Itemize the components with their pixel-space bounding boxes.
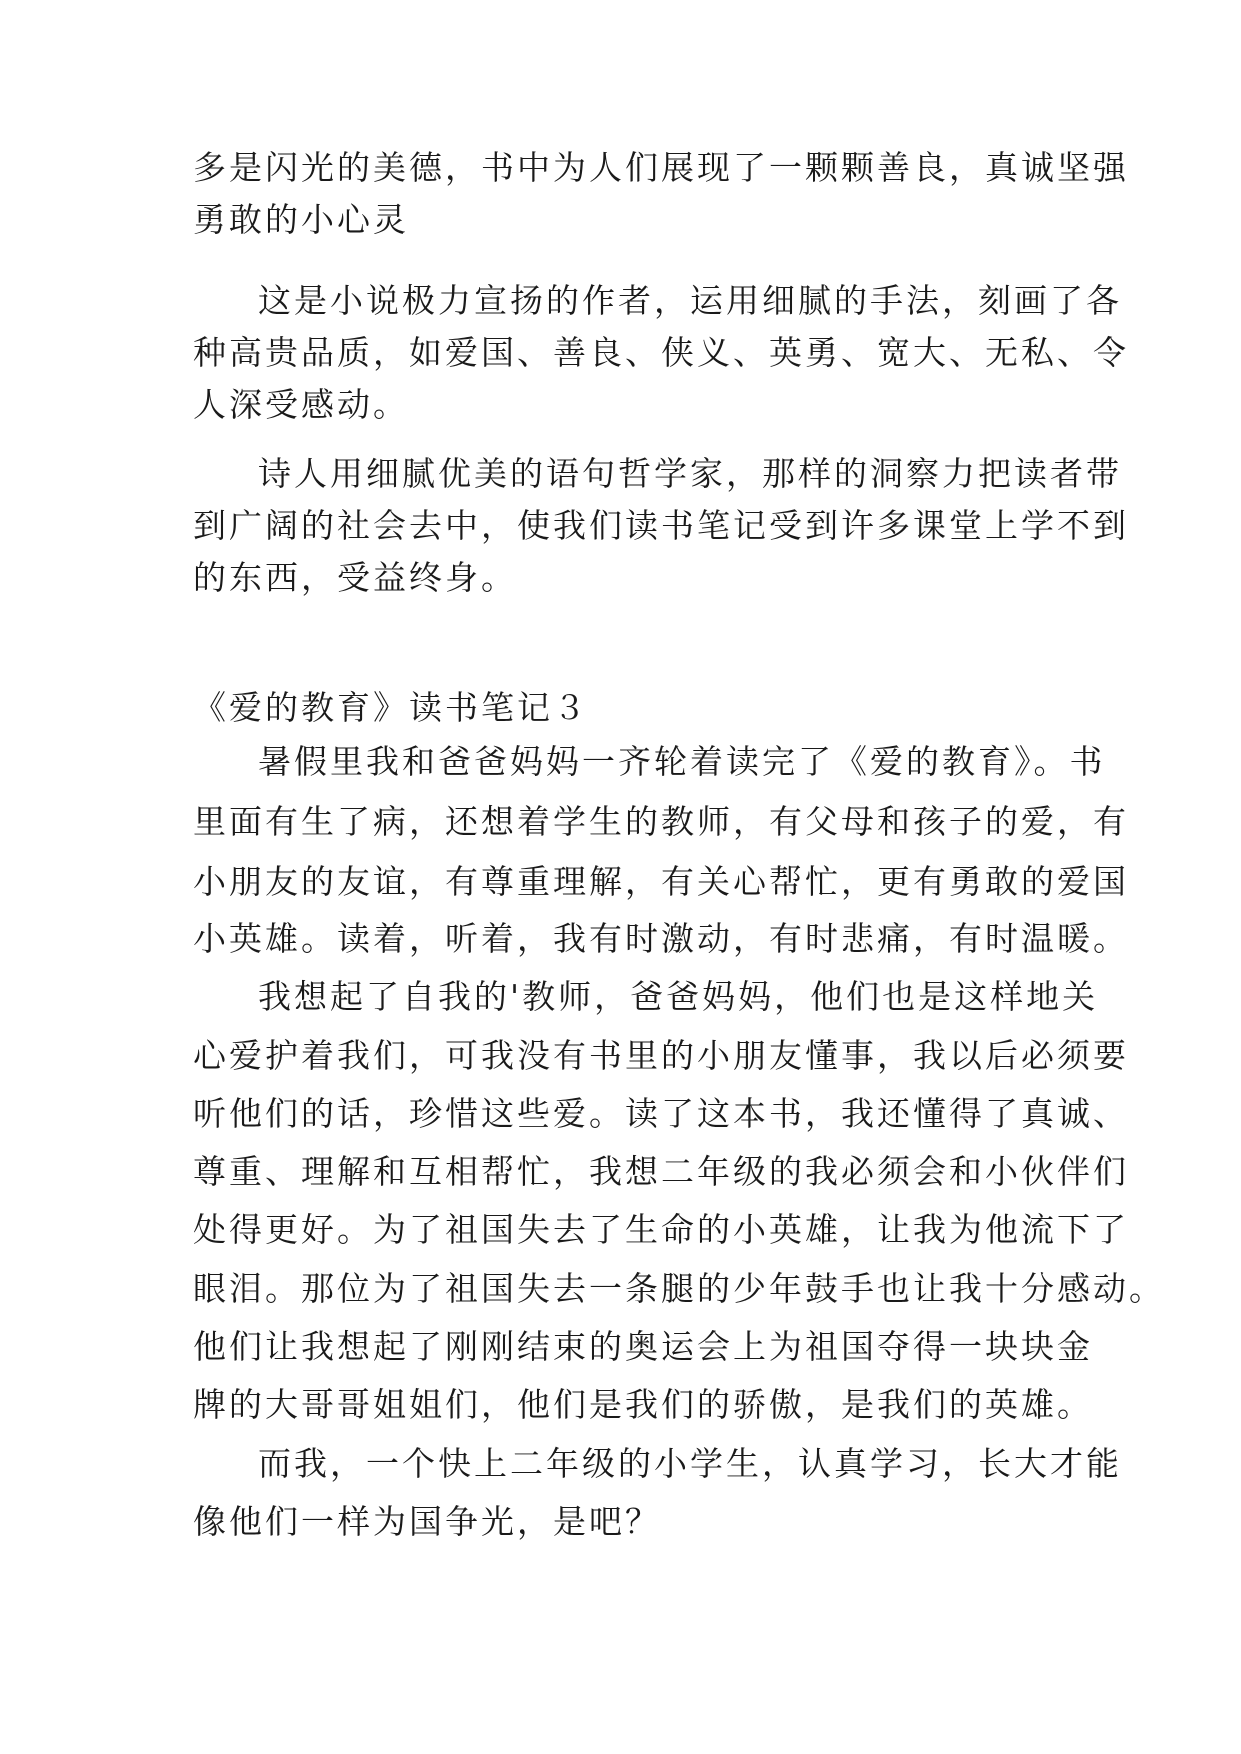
- paragraph-line: 尊重、理解和互相帮忙，我想二年级的我必须会和小伙伴们: [193, 1152, 1129, 1191]
- paragraph-line: 诗人用细腻优美的语句哲学家，那样的洞察力把读者带: [258, 454, 1122, 493]
- paragraph-line: 暑假里我和爸爸妈妈一齐轮着读完了《爱的教育》。书: [258, 742, 1106, 781]
- paragraph-line: 小朋友的友谊，有尊重理解，有关心帮忙，更有勇敢的爱国: [193, 862, 1129, 901]
- paragraph-line: 处得更好。为了祖国失去了生命的小英雄，让我为他流下了: [193, 1210, 1129, 1249]
- paragraph-line: 人深受感动。: [193, 385, 409, 424]
- paragraph-line: 我想起了自我的'教师，爸爸妈妈，他们也是这样地关: [258, 977, 1099, 1016]
- paragraph-line: 小英雄。读着，听着，我有时激动，有时悲痛，有时温暖。: [193, 919, 1129, 958]
- paragraph-line: 勇敢的小心灵: [193, 200, 409, 239]
- paragraph-line: 这是小说极力宣扬的作者，运用细腻的手法，刻画了各: [258, 281, 1122, 320]
- paragraph-line: 他们让我想起了刚刚结束的奥运会上为祖国夺得一块块金: [193, 1327, 1093, 1366]
- paragraph-line: 多是闪光的美德，书中为人们展现了一颗颗善良，真诚坚强: [193, 148, 1129, 187]
- paragraph-line: 到广阔的社会去中，使我们读书笔记受到许多课堂上学不到: [193, 506, 1129, 545]
- paragraph-line: 里面有生了病，还想着学生的教师，有父母和孩子的爱，有: [193, 802, 1129, 841]
- paragraph-line: 眼泪。那位为了祖国失去一条腿的少年鼓手也让我十分感动。: [193, 1269, 1165, 1308]
- paragraph-line: 种高贵品质，如爱国、善良、侠义、英勇、宽大、无私、令: [193, 333, 1129, 372]
- paragraph-line: 牌的大哥哥姐姐们，他们是我们的骄傲，是我们的英雄。: [193, 1385, 1093, 1424]
- paragraph-line: 像他们一样为国争光，是吧？: [193, 1502, 661, 1541]
- paragraph-line: 心爱护着我们，可我没有书里的小朋友懂事，我以后必须要: [193, 1036, 1129, 1075]
- paragraph-line: 而我，一个快上二年级的小学生，认真学习，长大才能: [258, 1444, 1122, 1483]
- section-heading: 《爱的教育》读书笔记３: [193, 688, 589, 727]
- paragraph-line: 听他们的话，珍惜这些爱。读了这本书，我还懂得了真诚、: [193, 1094, 1129, 1133]
- paragraph-line: 的东西，受益终身。: [193, 558, 517, 597]
